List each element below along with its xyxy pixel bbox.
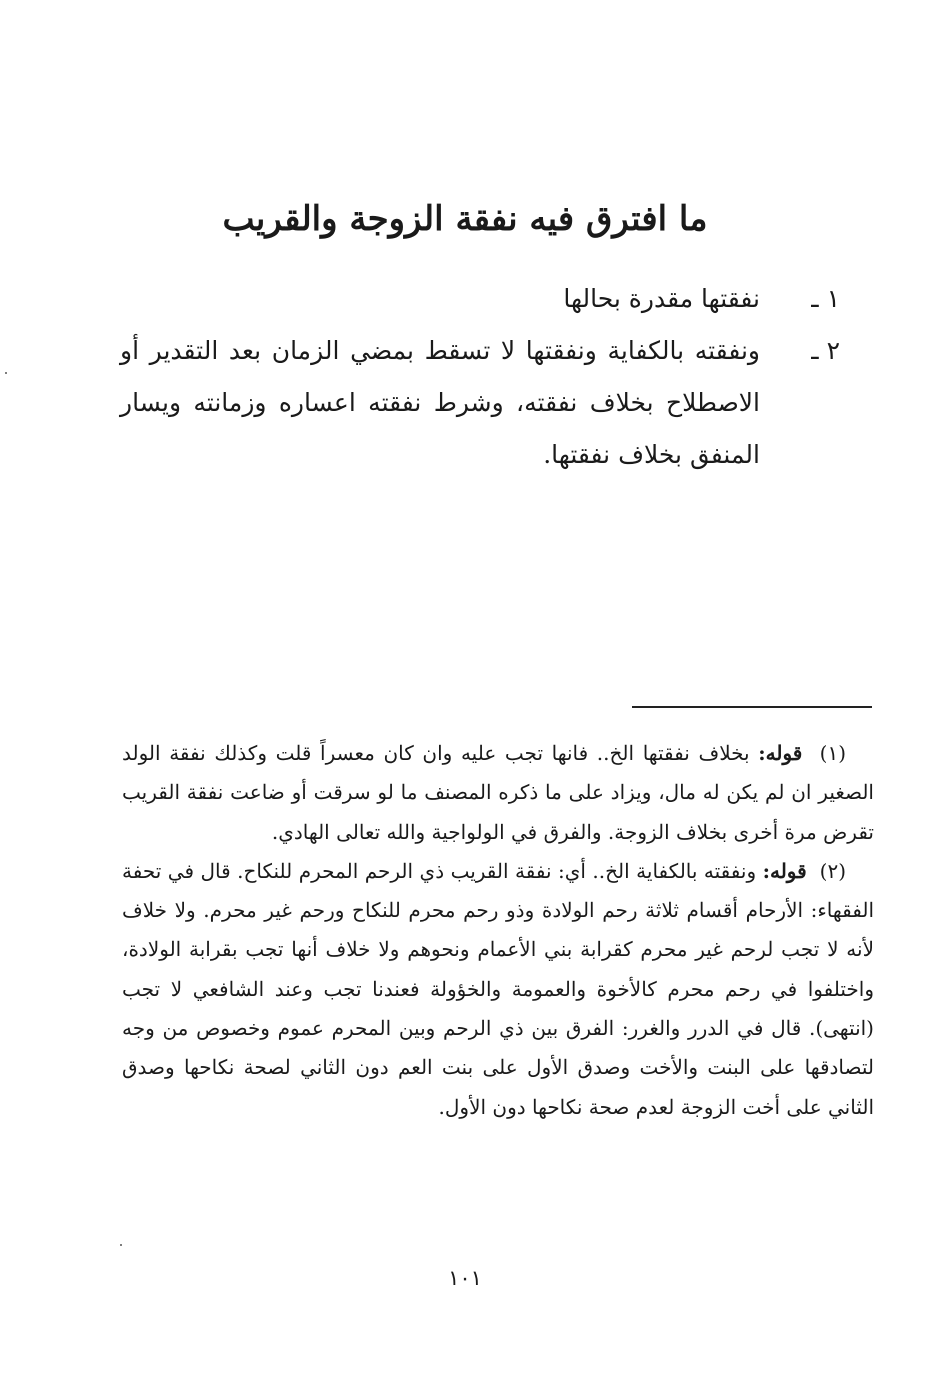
footnote-text: بخلاف نفقتها الخ.. فانها تجب عليه وان كان معسراً قلت وكذلك نفقة الولد الصغير ان لم يكن له مال، ويزاد على ما ذكره المصنف ما لو سرقت أو ضاعت نفقة القريب تقرض مرة أخرى بخلاف الزوجة. والفرق في الولواجية والله تعالى الهادي. — [122, 741, 874, 844]
footnote — [122, 734, 874, 852]
list-item — [120, 273, 840, 325]
list-item — [120, 325, 840, 481]
scan-speck — [5, 372, 7, 374]
footnote-text: ونفقته بالكفاية الخ.. أي: نفقة القريب ذي الرحم المحرم للنكاح. قال في تحفة الفقهاء: الأرحام أقسام ثلاثة رحم الولادة وذو رحم محرم للنكاح ورحم غير محرم. ولا خلاف لأنه لا تجب لرحم غير محرم كقرابة بني الأعمام ونحوهم ولا خلاف أنها تجب بقرابة الولادة، واختلفوا في رحم محرم كالأخوة والعمومة والخؤولة فعندنا تجب وعند الشافعي لا تجب (انتهى). قال في الدرر والغرر: الفرق بين ذي الرحم وبين المحرم عموم وخصوص من وجه لتصادقها على البنت والأخت وصدق الأول على بنت العم دون الثاني لصحة نكاحها وصدق الثاني على أخت الزوجة لعدم صحة نكاحها دون الأول. — [122, 858, 874, 1119]
page-title: ما افترق فيه نفقة الزوجة والقريب — [222, 198, 708, 239]
footnote — [122, 852, 874, 1127]
footnote-marker: (١) — [819, 741, 846, 765]
footnote-lead: قوله: — [762, 858, 807, 883]
footnote-lead: قوله: — [758, 741, 803, 765]
list-item-number: ١ ـ — [811, 284, 840, 313]
scan-speck — [120, 1244, 122, 1246]
numbered-list — [120, 273, 840, 481]
footnotes — [122, 734, 874, 1127]
list-item-number: ٢ ـ — [811, 336, 840, 365]
list-item-text: نفقتها مقدرة بحالها — [563, 284, 760, 313]
page-number: ١٠١ — [448, 1266, 482, 1290]
footnote-separator — [632, 706, 872, 708]
list-item-text: ونفقته بالكفاية ونفقتها لا تسقط بمضي الزمان بعد التقدير أو الاصطلاح بخلاف نفقته، وشرط نفقته اعساره وزمانته ويسار المنفق بخلاف نفقتها. — [120, 336, 760, 469]
footnote-marker: (٢) — [819, 858, 846, 883]
